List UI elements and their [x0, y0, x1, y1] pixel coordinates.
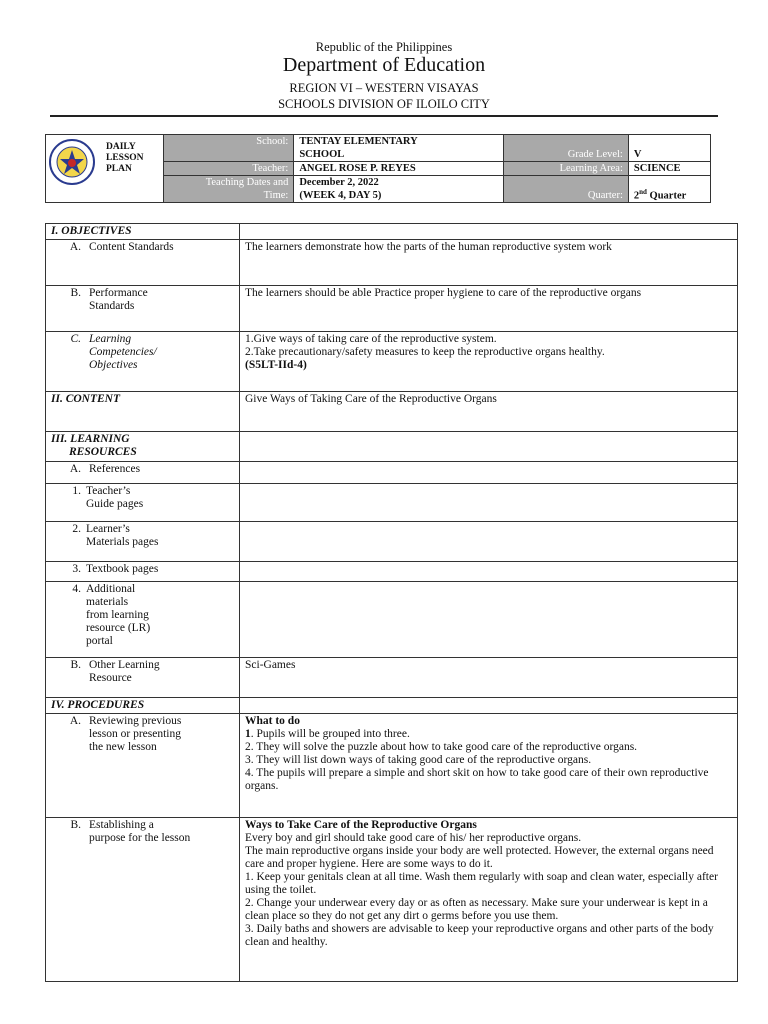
performance-standards-label: B. Performance Standards [46, 286, 240, 332]
references-label: A. References [46, 462, 240, 484]
learning-resources-heading: III. LEARNING RESOURCES [46, 432, 240, 462]
teacher-value: ANGEL ROSE P. REYES [294, 162, 504, 176]
teaching-dates-value: December 2, 2022 (WEEK 4, DAY 5) [294, 176, 504, 203]
grade-level-value: V [628, 135, 710, 162]
grade-level-label: Grade Level: [504, 135, 629, 162]
content-standards-value: The learners demonstrate how the parts of the human reproductive system work [240, 240, 738, 286]
procedures-heading: IV. PROCEDURES [46, 698, 240, 714]
lesson-plan-table [45, 223, 738, 982]
school-label: School: [163, 135, 294, 162]
lesson-info-table [45, 134, 711, 203]
references-blank [240, 462, 738, 484]
procedures-blank [240, 698, 738, 714]
learning-resources-blank [240, 432, 738, 462]
daily-lesson-plan-label: DAILY LESSON PLAN [106, 142, 144, 174]
header-divider [50, 115, 718, 117]
learning-competencies-label: C. Learning Competencies/ Objectives [46, 332, 240, 392]
additional-materials-label: 4. Additional materials from learning resource (LR) portal [46, 582, 240, 658]
other-resource-value: Sci-Games [240, 658, 738, 698]
learners-materials-label: 2. Learner’s Materials pages [46, 522, 240, 562]
content-heading: II. CONTENT [46, 392, 240, 432]
reviewing-lesson-label: A. Reviewing previous lesson or presenting the new lesson [46, 714, 240, 818]
teaching-dates-label: Teaching Dates and Time: [163, 176, 294, 203]
learning-area-value: SCIENCE [628, 162, 710, 176]
objectives-heading: I. OBJECTIVES [46, 224, 240, 240]
logo-cell [46, 135, 164, 203]
teacher-label: Teacher: [163, 162, 294, 176]
additional-materials-value [240, 582, 738, 658]
quarter-value: 2nd Quarter [628, 176, 710, 203]
teachers-guide-label: 1. Teacher’s Guide pages [46, 484, 240, 522]
quarter-label: Quarter: [504, 176, 629, 203]
division-line: SCHOOLS DIVISION OF ILOILO CITY [278, 97, 490, 111]
performance-standards-value: The learners should be able Practice proper hygiene to care of the reproductive organs [240, 286, 738, 332]
region-line: REGION VI – WESTERN VISAYAS [289, 81, 479, 95]
teachers-guide-value [240, 484, 738, 522]
textbook-pages-label: 3. Textbook pages [46, 562, 240, 582]
establishing-purpose-value: Ways to Take Care of the Reproductive Organs Every boy and girl should take good care of his/ her reproductive organs. The main reproductive organs inside your body are well protected. However, the external organs need care and proper hygiene. Here are some ways to do it. 1. Keep your genitals clean at all time. Wash them regularly with soap and clean water, especially after using the toilet. 2. Change your underwear every day or as often as necessary. Make sure your underwear is kept in a clean place so they do not get any dirt o germs before you use them. 3. Daily baths and showers are advisable to keep your reproductive organs and other parts of the body clean and healthy. [240, 818, 738, 982]
other-resource-label: B. Other Learning Resource [46, 658, 240, 698]
department-title: Department of Education [282, 54, 486, 76]
deped-seal-icon [49, 139, 95, 185]
textbook-pages-value [240, 562, 738, 582]
establishing-purpose-label: B. Establishing a purpose for the lesson [46, 818, 240, 982]
school-value: TENTAY ELEMENTARY SCHOOL [294, 135, 504, 162]
learning-competencies-value: 1.Give ways of taking care of the reproductive system. 2.Take precautionary/safety measures to keep the reproductive organs healthy. (S5LT-IId-4) [240, 332, 738, 392]
content-standards-label: A. Content Standards [46, 240, 240, 286]
objectives-blank [240, 224, 738, 240]
content-value: Give Ways of Taking Care of the Reproductive Organs [240, 392, 738, 432]
republic-line: Republic of the Philippines [315, 40, 453, 54]
learning-area-label: Learning Area: [504, 162, 629, 176]
learners-materials-value [240, 522, 738, 562]
reviewing-lesson-value: What to do 1. Pupils will be grouped into three. 2. They will solve the puzzle about how to take good care of the reproductive organs. 3. They will list down ways of taking good care of the reproductive organs. 4. The pupils will prepare a simple and short skit on how to take good care of their own reproductive organs. [240, 714, 738, 818]
